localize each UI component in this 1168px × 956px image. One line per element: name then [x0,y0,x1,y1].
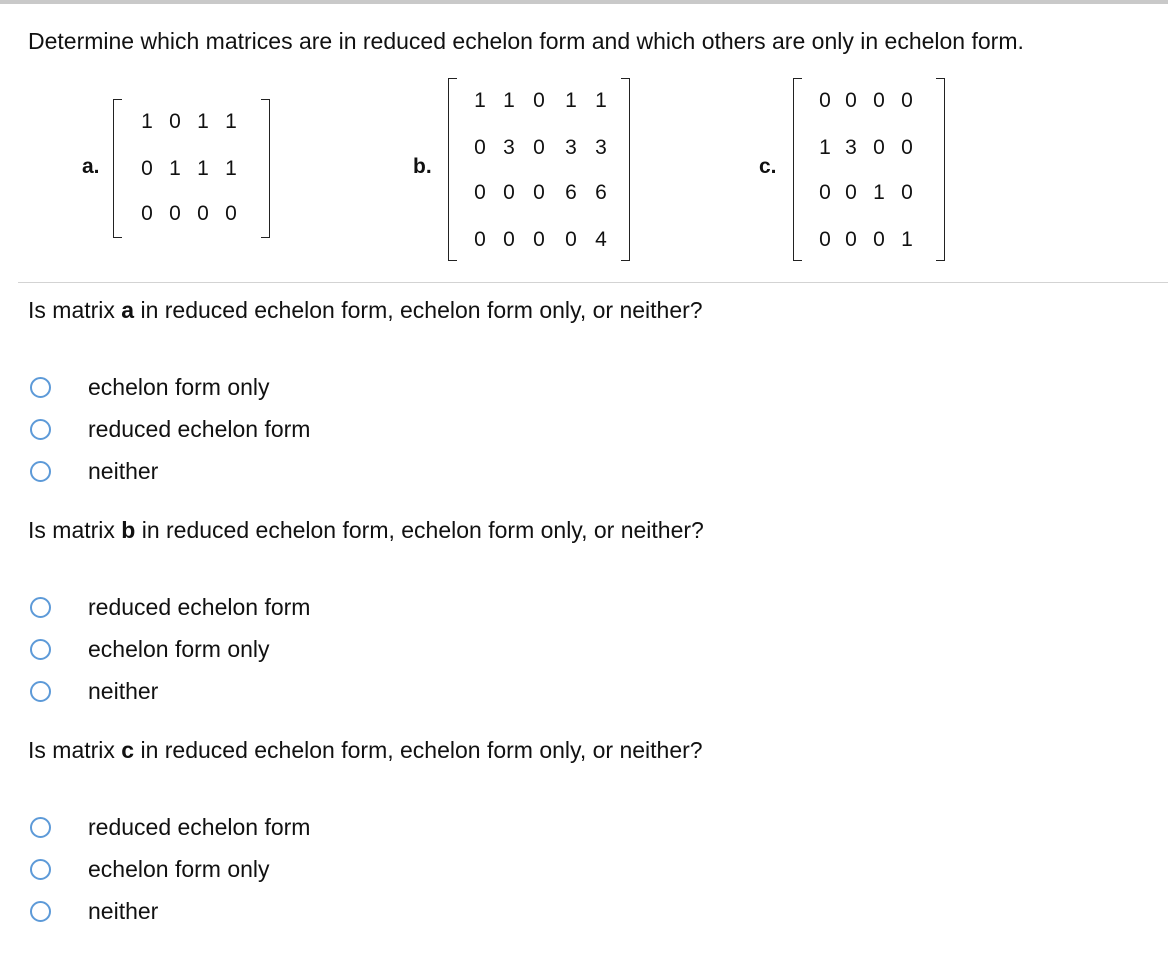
question-b: Is matrix b in reduced echelon form, echelon form only, or neither? [28,517,704,543]
question-b-option-2[interactable] [30,634,430,668]
radio-button[interactable] [30,859,51,880]
matrix-entry: 1 [225,110,237,133]
matrix-entry: 0 [901,89,913,112]
matrix-row [448,225,630,255]
question-b-option-1[interactable] [30,592,430,626]
question-c-option-3[interactable] [30,896,430,930]
matrix-row [793,225,945,255]
radio-button[interactable] [30,461,51,482]
matrix-row [448,178,630,208]
matrix-entry: 0 [873,89,885,112]
section-divider [18,282,1168,283]
option-label: reduced echelon form [88,814,311,840]
radio-button[interactable] [30,681,51,702]
matrix-entry: 1 [225,157,237,180]
option-label: echelon form only [88,636,270,662]
option-label: echelon form only [88,374,270,400]
matrix-entry: 0 [197,202,209,225]
matrix-entry: 0 [169,110,181,133]
question-c-option-2[interactable] [30,854,430,888]
option-label: neither [88,458,159,484]
matrix-entry: 0 [845,228,857,251]
question-a-option-3[interactable] [30,456,430,490]
question-a-option-2[interactable] [30,414,430,448]
matrix-entry: 0 [873,136,885,159]
matrix-entry: 0 [141,202,153,225]
option-label: neither [88,678,159,704]
question-c-option-1[interactable] [30,812,430,846]
matrix-entry: 3 [595,136,607,159]
matrix-row [113,199,270,229]
matrix-row [448,133,630,163]
matrix-entry: 4 [595,228,607,251]
radio-button[interactable] [30,377,51,398]
radio-button[interactable] [30,901,51,922]
radio-button[interactable] [30,817,51,838]
matrix-entry: 1 [901,228,913,251]
radio-button[interactable] [30,639,51,660]
top-divider [0,0,1168,4]
instruction-text: Determine which matrices are in reduced echelon form and which others are only in echelon form. [28,28,1024,54]
matrix-entry: 0 [901,181,913,204]
option-label: reduced echelon form [88,416,311,442]
matrix-entry: 0 [845,181,857,204]
matrix-c [793,78,945,261]
matrix-entry: 0 [503,228,515,251]
matrix-entry: 1 [565,89,577,112]
matrix-entry: 3 [503,136,515,159]
question-b-option-3[interactable] [30,676,430,710]
matrix-row [793,178,945,208]
question-a: Is matrix a in reduced echelon form, echelon form only, or neither? [28,297,703,323]
matrix-entry: 1 [141,110,153,133]
radio-button[interactable] [30,597,51,618]
matrix-entry: 0 [873,228,885,251]
matrix-entry: 1 [197,157,209,180]
matrix-entry: 1 [169,157,181,180]
matrix-a [113,99,270,238]
matrix-row [113,154,270,184]
matrix-row [113,107,270,137]
matrix-row [448,86,630,116]
matrix-entry: 0 [565,228,577,251]
matrix-entry: 0 [225,202,237,225]
matrix-entry: 3 [845,136,857,159]
matrix-entry: 0 [141,157,153,180]
matrix-entry: 0 [474,136,486,159]
matrix-entry: 1 [474,89,486,112]
matrix-entry: 0 [819,228,831,251]
matrix-entry: 0 [503,181,515,204]
matrix-row [793,86,945,116]
matrix-row [793,133,945,163]
matrix-c-label: c. [759,155,777,178]
matrix-entry: 1 [503,89,515,112]
matrix-entry: 0 [845,89,857,112]
matrix-entry: 6 [565,181,577,204]
matrix-entry: 3 [565,136,577,159]
question-a-option-1[interactable] [30,372,430,406]
matrix-entry: 0 [474,228,486,251]
matrix-entry: 1 [819,136,831,159]
matrix-entry: 1 [197,110,209,133]
matrix-b [448,78,630,261]
question-c: Is matrix c in reduced echelon form, echelon form only, or neither? [28,737,703,763]
matrix-entry: 0 [901,136,913,159]
matrix-entry: 1 [595,89,607,112]
option-label: reduced echelon form [88,594,311,620]
option-label: echelon form only [88,856,270,882]
matrix-entry: 1 [873,181,885,204]
matrix-entry: 0 [819,89,831,112]
matrix-entry: 0 [533,136,545,159]
radio-button[interactable] [30,419,51,440]
matrix-a-label: a. [82,155,100,178]
matrix-b-label: b. [413,155,432,178]
matrix-entry: 0 [533,181,545,204]
matrix-entry: 0 [169,202,181,225]
matrix-entry: 0 [474,181,486,204]
matrix-entry: 0 [819,181,831,204]
matrix-entry: 0 [533,89,545,112]
matrix-entry: 0 [533,228,545,251]
matrix-entry: 6 [595,181,607,204]
option-label: neither [88,898,159,924]
